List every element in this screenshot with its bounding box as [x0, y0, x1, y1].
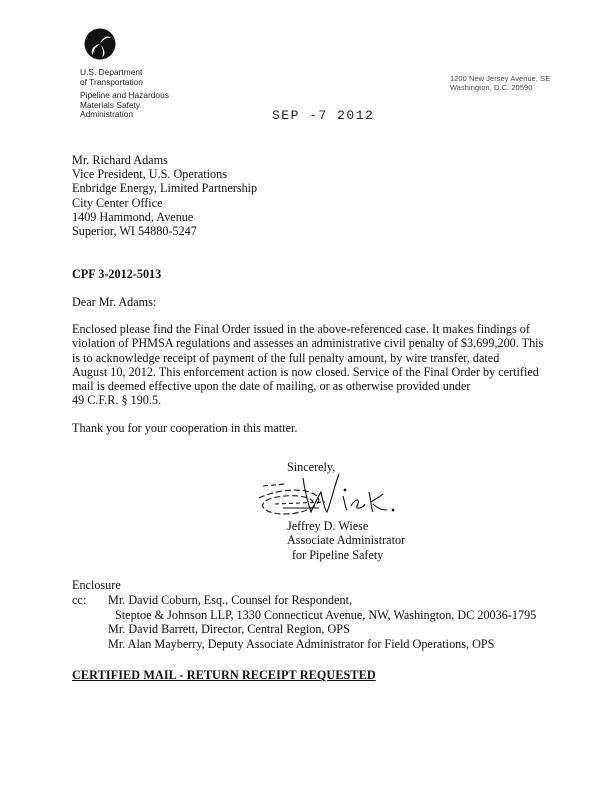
- recipient-line: Enbridge Energy, Limited Partnership: [72, 181, 258, 196]
- body-line: mail is deemed effective upon the date of mailing, or as otherwise provided under: [72, 379, 471, 394]
- body-line: is to acknowledge receipt of payment of the full penalty amount, by wire transfer, dated: [72, 350, 500, 365]
- address-line-1: 1200 New Jersey Avenue, SE: [450, 74, 551, 83]
- cc-entry: Mr. Alan Mayberry, Deputy Associate Administrator for Field Operations, OPS: [108, 636, 495, 651]
- closing: Sincerely,: [287, 460, 336, 474]
- department-line-1: U.S. Department: [80, 67, 143, 77]
- salutation: Dear Mr. Adams:: [72, 295, 157, 309]
- recipient-line: City Center Office: [72, 195, 163, 210]
- recipient-line: 1409 Hammond, Avenue: [72, 209, 194, 224]
- delivery-notice: CERTIFIED MAIL - RETURN RECEIPT REQUESTED: [72, 668, 376, 682]
- enclosure-label: Enclosure: [72, 578, 121, 592]
- cc-entry-continuation: Steptoe & Johnson LLP, 1330 Connecticut Avenue, NW, Washington, DC 20036-1795: [115, 607, 537, 622]
- signer-name: Jeffrey D. Wiese: [287, 519, 369, 533]
- date-stamp: SEP -7 2012: [272, 108, 375, 123]
- agency-address: [450, 74, 550, 92]
- agency-name: [80, 68, 169, 120]
- signer-block: [287, 519, 405, 562]
- cc-entry: Mr. David Coburn, Esq., Counsel for Respondent,: [108, 593, 353, 607]
- closing-thanks: Thank you for your cooperation in this matter.: [72, 421, 298, 435]
- body-line: violation of PHMSA regulations and assesses an administrative civil penalty of $3,699,200. This: [72, 336, 544, 351]
- address-line-2: Washington, D.C. 20590: [450, 83, 533, 92]
- recipient-line: Vice President, U.S. Operations: [72, 167, 227, 182]
- recipient-line: Superior, WI 54880-5247: [72, 224, 197, 239]
- cc-list: [108, 593, 536, 651]
- recipient-line: Mr. Richard Adams: [72, 153, 168, 167]
- agency-line-2: Materials Safety: [80, 99, 141, 110]
- dot-logo-icon: [84, 28, 116, 60]
- signer-title-line-1: Associate Administrator: [287, 533, 406, 548]
- signature-icon: [255, 472, 415, 522]
- body-line: August 10, 2012. This enforcement action is now closed. Service of the Final Order by certified: [72, 364, 539, 379]
- case-number: CPF 3-2012-5013: [72, 267, 162, 281]
- body-line: Enclosed please find the Final Order issued in the above-referenced case. It makes findings of: [72, 322, 530, 336]
- agency-line-3: Administration: [80, 109, 134, 120]
- signer-title-line-2: for Pipeline Safety: [292, 547, 384, 562]
- letter-body: [72, 322, 542, 408]
- recipient-address: [72, 153, 257, 238]
- cc-entry: Mr. David Barrett, Director, Central Region, OPS: [108, 622, 350, 637]
- cc-label: cc:: [72, 593, 87, 607]
- body-line: 49 C.F.R. § 190.5.: [72, 393, 162, 408]
- department-line-2: of Transportation: [80, 76, 143, 87]
- agency-line-1: Pipeline and Hazardous: [80, 90, 169, 101]
